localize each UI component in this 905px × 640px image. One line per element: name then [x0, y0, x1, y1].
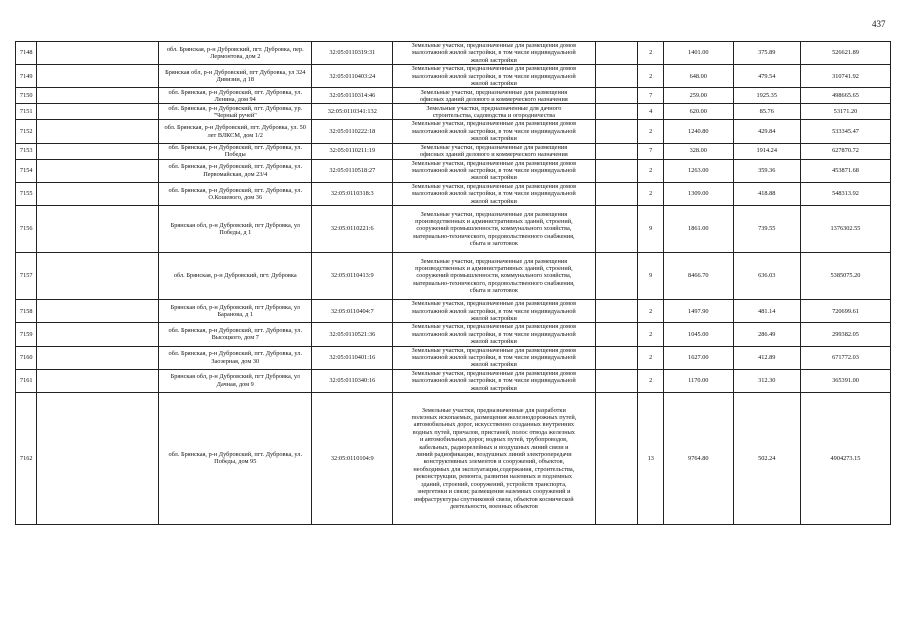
cadastral-value-cell-text: 5385075.20 — [830, 272, 861, 280]
address-cell — [159, 346, 312, 369]
row-number-text: 7151 — [19, 108, 33, 116]
row-number — [16, 65, 37, 88]
area-cell-text: 648.00 — [689, 72, 707, 80]
blank-cell — [595, 159, 638, 182]
cadastral-value-cell-text: 498665.65 — [832, 92, 859, 100]
address-cell-text: обл. Брянская, р-н Дубровский, пгт. Дубровка, ул. 50 лет ВЛКСМ, дом 1/2 — [164, 124, 306, 139]
area-cell-text: 1861.00 — [688, 225, 709, 233]
cadastral-number-cell — [312, 253, 393, 300]
land-use-cell-text: Земельные участки, предназначенные для размещения домов малоэтажной жилой застройки, в том числе индивидуальной жилой застройки — [411, 42, 577, 64]
area-cell — [664, 159, 734, 182]
land-use-cell — [393, 65, 595, 88]
blank-cell — [37, 253, 159, 300]
group-code-cell — [638, 120, 664, 143]
row-number — [16, 120, 37, 143]
row-number — [16, 206, 37, 253]
row-number — [16, 159, 37, 182]
blank-cell — [37, 369, 159, 392]
land-use-cell-text: Земельные участки, предназначенные для размещения домов малоэтажной жилой застройки, в том числе индивидуальной жилой застройки — [411, 369, 577, 392]
row-number — [16, 369, 37, 392]
row-number-text: 7153 — [19, 147, 33, 155]
row-number-text: 7158 — [19, 307, 33, 315]
land-use-cell-text: Земельные участки, предназначенные для размещения домов малоэтажной жилой застройки, в том числе индивидуальной жилой застройки — [411, 120, 577, 143]
address-cell-text: обл. Брянская, р-н Дубровский, пгт. Дубровка, ул. Ленина, дом 94 — [168, 88, 303, 103]
cadastral-number-cell — [312, 392, 393, 524]
row-number-text: 7149 — [19, 72, 33, 80]
area-cell — [664, 88, 734, 104]
address-cell-text: Брянская обл, р-н Дубровский, пгт Дубровка, ул Победы, д 1 — [170, 221, 300, 237]
area-cell — [664, 346, 734, 369]
specific-value-cell-text: 481.14 — [758, 307, 776, 315]
cadastral-value-cell-text: 4904273.15 — [830, 454, 861, 462]
cadastral-value-cell-text: 365391.00 — [832, 377, 859, 385]
blank-cell — [595, 300, 638, 323]
specific-value-cell-text: 429.84 — [758, 127, 776, 135]
table-row — [16, 120, 891, 143]
cadastral-number-cell — [312, 143, 393, 159]
group-code-cell — [638, 369, 664, 392]
address-cell-text: обл. Брянская, р-н Дубровский, пгт. Дубровка — [173, 272, 297, 280]
specific-value-cell — [733, 323, 800, 346]
address-cell — [159, 88, 312, 104]
address-cell-text: обл. Брянская, р-н Дубровский, пгт. Дубровка, ул. О.Кошевого, дом 36 — [168, 186, 303, 201]
blank-cell — [595, 104, 638, 120]
blank-cell — [37, 159, 159, 182]
row-number-text: 7148 — [19, 49, 33, 57]
row-number-text: 7160 — [19, 353, 33, 361]
specific-value-cell — [733, 346, 800, 369]
blank-cell — [37, 88, 159, 104]
area-cell-text: 9764.80 — [688, 454, 709, 462]
cadastral-value-cell-text: 526621.89 — [832, 49, 859, 57]
group-code-cell-text: 9 — [649, 272, 653, 280]
row-number-text: 7155 — [19, 190, 33, 198]
specific-value-cell-text: 1925.35 — [756, 92, 777, 100]
area-cell — [664, 369, 734, 392]
land-use-cell-text: Земельные участки, предназначенные для размещения производственных и административных зданий, строений, сооружений промышленности, коммунального хозяйства, материально-технического, продовольственного снабжения, сбыта и заготовок — [413, 210, 575, 248]
cadastral-value-cell — [800, 143, 890, 159]
blank-cell — [595, 42, 638, 65]
group-code-cell — [638, 346, 664, 369]
group-code-cell-text: 2 — [649, 72, 653, 80]
area-cell-text: 328.00 — [689, 147, 707, 155]
address-cell-text: обл. Брянская, р-н Дубровский, пгт. Дубровка, ур. "Черный ручей" — [168, 104, 303, 119]
row-number-text: 7154 — [19, 167, 33, 175]
specific-value-cell-text: 479.54 — [758, 72, 776, 80]
land-use-cell — [393, 182, 595, 205]
cadastral-value-cell — [800, 42, 890, 65]
cadastral-number-cell — [312, 369, 393, 392]
group-code-cell-text: 2 — [649, 167, 653, 175]
row-number — [16, 323, 37, 346]
specific-value-cell — [733, 159, 800, 182]
group-code-cell-text: 7 — [649, 92, 653, 100]
group-code-cell — [638, 88, 664, 104]
cadastral-value-cell-text: 671772.03 — [832, 353, 859, 361]
area-cell-text: 620.00 — [689, 108, 707, 116]
land-use-cell-text: Земельные участки, предназначенные для размещения домов малоэтажной жилой застройки, в том числе индивидуальной жилой застройки — [411, 346, 577, 369]
blank-cell — [595, 392, 638, 524]
blank-cell — [37, 206, 159, 253]
row-number — [16, 392, 37, 524]
area-cell — [664, 42, 734, 65]
table-row — [16, 323, 891, 346]
cadastral-value-cell-text: 533345.47 — [832, 127, 859, 135]
specific-value-cell-text: 286.49 — [758, 330, 776, 338]
land-use-cell — [393, 253, 595, 300]
row-number — [16, 253, 37, 300]
row-number-text: 7161 — [19, 377, 33, 385]
cadastral-value-cell — [800, 369, 890, 392]
row-number — [16, 42, 37, 65]
address-cell-text: обл. Брянская, р-н Дубровский, пгт. Дубровка, ул. Высоцкого, дом 7 — [168, 327, 303, 342]
area-cell-text: 1627.00 — [688, 353, 709, 361]
address-cell — [159, 42, 312, 65]
specific-value-cell-text: 359.36 — [758, 167, 776, 175]
table-row — [16, 392, 891, 524]
cadastral-number-cell — [312, 120, 393, 143]
group-code-cell-text: 13 — [647, 454, 654, 462]
cadastral-value-cell-text: 548313.92 — [832, 190, 859, 198]
area-cell — [664, 143, 734, 159]
specific-value-cell-text: 375.89 — [758, 49, 776, 57]
land-use-cell-text: Земельные участки, предназначенные для размещения офисных зданий делового и коммерческого назначения — [419, 88, 568, 103]
table-row — [16, 182, 891, 205]
land-use-cell-text: Земельные участки, предназначенные для размещения домов малоэтажной жилой застройки, в том числе индивидуальной жилой застройки — [411, 300, 577, 322]
row-number-text: 7150 — [19, 92, 33, 100]
specific-value-cell — [733, 104, 800, 120]
specific-value-cell-text: 412.89 — [758, 353, 776, 361]
specific-value-cell — [733, 369, 800, 392]
cadastral-value-cell — [800, 346, 890, 369]
blank-cell — [37, 182, 159, 205]
cadastral-value-cell-text: 720699.61 — [832, 307, 859, 315]
table-row — [16, 42, 891, 65]
specific-value-cell — [733, 392, 800, 524]
cadastral-number-cell-text: 32:05:0110521:36 — [329, 330, 376, 338]
group-code-cell — [638, 42, 664, 65]
cadastral-number-cell — [312, 88, 393, 104]
land-use-cell-text: Земельные участки, предназначенные для разработки полезных ископаемых, размещения железнодорожных путей, автомобильных дорог, искусственно созданных внутренних водных путей, причалов, пристаней, полос отвода железных и автомобильных дорог, водных путей, трубопроводов, кабельных, радиорелейных и воздушных линий связи и линий радиофикации, воздушных линий электропередачи конструктивных элементов и сооружений, объектов, необходимых для эксплуатации,содержания, строительства, реконструкции, ремонта, развития наземных и подземных зданий, строений, сооружений, устройств транспорта, энергетики и связи; размещения наземных сооружений и инфраструктуры спутниковой связи, объектов космической деятельности, военных объектов — [411, 406, 577, 510]
cadastral-number-cell-text: 32:05:0110318:3 — [330, 190, 374, 198]
address-cell — [159, 253, 312, 300]
blank-cell — [37, 143, 159, 159]
address-cell — [159, 206, 312, 253]
table-row — [16, 143, 891, 159]
area-cell — [664, 323, 734, 346]
address-cell — [159, 300, 312, 323]
cadastral-number-cell — [312, 159, 393, 182]
table-row — [16, 300, 891, 323]
land-use-cell — [393, 392, 595, 524]
cadastral-value-cell — [800, 159, 890, 182]
blank-cell — [37, 392, 159, 524]
cadastral-number-cell-text: 32:05:0110221:6 — [330, 225, 374, 233]
group-code-cell-text: 9 — [649, 225, 653, 233]
blank-cell — [595, 369, 638, 392]
cadastral-number-cell-text: 32:05:0110403:24 — [329, 72, 376, 80]
blank-cell — [37, 120, 159, 143]
area-cell-text: 1401.00 — [688, 49, 709, 57]
blank-cell — [37, 104, 159, 120]
cadastral-number-cell — [312, 104, 393, 120]
cadastral-number-cell — [312, 182, 393, 205]
land-use-cell-text: Земельные участки, предназначенные для размещения домов малоэтажной жилой застройки, в том числе индивидуальной жилой застройки — [411, 323, 577, 346]
specific-value-cell — [733, 206, 800, 253]
row-number — [16, 300, 37, 323]
row-number-text: 7159 — [19, 330, 33, 338]
group-code-cell-text: 2 — [649, 49, 653, 57]
cadastral-value-cell — [800, 88, 890, 104]
cadastral-value-cell — [800, 104, 890, 120]
cadastral-value-cell-text: 627870.72 — [832, 147, 859, 155]
land-use-cell — [393, 159, 595, 182]
row-number — [16, 182, 37, 205]
specific-value-cell — [733, 88, 800, 104]
page-number: 437 — [872, 19, 886, 29]
land-use-cell — [393, 206, 595, 253]
specific-value-cell — [733, 143, 800, 159]
group-code-cell-text: 2 — [649, 377, 653, 385]
address-cell — [159, 143, 312, 159]
blank-cell — [595, 143, 638, 159]
cadastral-number-cell-text: 32:05:0110340:16 — [329, 377, 376, 385]
cadastral-value-cell-text: 299382.05 — [832, 330, 859, 338]
land-use-cell-text: Земельные участки, предназначенные для размещения офисных зданий делового и коммерческого назначения — [419, 143, 568, 159]
group-code-cell — [638, 206, 664, 253]
blank-cell — [37, 300, 159, 323]
cadastral-value-cell — [800, 65, 890, 88]
address-cell-text: обл. Брянская, р-н Дубровский, пгт. Дубровка, ул. Победы, дом 95 — [168, 451, 303, 466]
group-code-cell-text: 2 — [649, 307, 653, 315]
group-code-cell — [638, 104, 664, 120]
table-row — [16, 88, 891, 104]
group-code-cell — [638, 143, 664, 159]
cadastral-number-cell — [312, 300, 393, 323]
cadastral-value-cell-text: 1376302.55 — [830, 225, 861, 233]
address-cell — [159, 323, 312, 346]
blank-cell — [595, 206, 638, 253]
table-row — [16, 159, 891, 182]
area-cell-text: 1170.00 — [688, 377, 709, 385]
land-use-cell — [393, 120, 595, 143]
group-code-cell — [638, 323, 664, 346]
blank-cell — [37, 346, 159, 369]
group-code-cell-text: 2 — [649, 330, 653, 338]
row-number-text: 7157 — [19, 272, 33, 280]
blank-cell — [595, 346, 638, 369]
cadastral-value-cell — [800, 206, 890, 253]
area-cell — [664, 392, 734, 524]
blank-cell — [595, 120, 638, 143]
blank-cell — [595, 88, 638, 104]
area-cell — [664, 300, 734, 323]
blank-cell — [595, 65, 638, 88]
area-cell-text: 1240.80 — [688, 127, 709, 135]
blank-cell — [37, 42, 159, 65]
table-row — [16, 104, 891, 120]
specific-value-cell-text: 418.88 — [758, 190, 776, 198]
cadastral-number-cell — [312, 206, 393, 253]
area-cell — [664, 104, 734, 120]
cadastral-number-cell — [312, 42, 393, 65]
group-code-cell-text: 7 — [649, 147, 653, 155]
land-use-cell — [393, 300, 595, 323]
row-number — [16, 104, 37, 120]
cadastral-number-cell-text: 32:05:0110314:46 — [329, 92, 376, 100]
address-cell-text: обл. Брянская, р-н Дубровский, пгт. Дубровка, ул. Заозерная, дом 30 — [168, 350, 303, 365]
group-code-cell — [638, 300, 664, 323]
cadastral-number-cell — [312, 323, 393, 346]
cadastral-number-cell-text: 32:05:0110518:27 — [329, 167, 376, 175]
cadastral-number-cell-text: 32:05:0110319:31 — [329, 49, 376, 57]
row-number — [16, 88, 37, 104]
cadastral-value-cell — [800, 323, 890, 346]
land-use-cell — [393, 143, 595, 159]
group-code-cell — [638, 182, 664, 205]
area-cell — [664, 182, 734, 205]
row-number-text: 7162 — [19, 454, 33, 462]
cadastral-value-cell — [800, 120, 890, 143]
specific-value-cell-text: 312.30 — [758, 377, 776, 385]
land-use-cell — [393, 104, 595, 120]
area-cell-text: 1263.00 — [688, 167, 709, 175]
land-use-cell-text: Земельные участки, предназначенные для размещения производственных и административных зданий, строений, сооружений промышленности, коммунального хозяйства, материально-технического, продовольственного снабжения, сбыта и заготовок — [413, 257, 575, 295]
address-cell — [159, 369, 312, 392]
cadastral-number-cell-text: 32:05:0110404:7 — [330, 307, 374, 315]
table-row — [16, 253, 891, 300]
specific-value-cell — [733, 253, 800, 300]
land-use-cell — [393, 42, 595, 65]
address-cell-text: Брянская обл, р-н Дубровский, пгт Дубровка, ул Баранова, д 1 — [170, 303, 300, 319]
area-cell — [664, 120, 734, 143]
blank-cell — [37, 65, 159, 88]
table-body — [16, 42, 891, 525]
table-row — [16, 369, 891, 392]
group-code-cell-text: 4 — [649, 108, 653, 116]
land-use-cell — [393, 369, 595, 392]
cadastral-number-cell-text: 32:05:0110413:9 — [330, 272, 374, 280]
land-use-cell-text: Земельные участки, предназначенные для размещения домов малоэтажной жилой застройки, в том числе индивидуальной жилой застройки — [411, 159, 577, 182]
cadastral-number-cell — [312, 346, 393, 369]
cadastral-value-cell — [800, 253, 890, 300]
cadastral-value-cell-text: 310741.92 — [832, 72, 859, 80]
address-cell-text: Брянская обл, р-н Дубровский, пгт Дубровка, ул Дачная, дом 9 — [170, 373, 300, 388]
group-code-cell — [638, 159, 664, 182]
table-row — [16, 65, 891, 88]
area-cell — [664, 253, 734, 300]
cadastral-number-cell-text: 32:05:0110401:16 — [329, 353, 376, 361]
address-cell — [159, 392, 312, 524]
cadastral-number-cell — [312, 65, 393, 88]
area-cell-text: 259.00 — [689, 92, 707, 100]
group-code-cell — [638, 65, 664, 88]
specific-value-cell-text: 739.55 — [758, 225, 776, 233]
group-code-cell — [638, 392, 664, 524]
specific-value-cell — [733, 182, 800, 205]
table-row — [16, 346, 891, 369]
land-use-cell-text: Земельные участки, предназначенные для дачного строительства, садоводства и огородничества — [426, 104, 562, 119]
row-number — [16, 143, 37, 159]
land-use-cell-text: Земельные участки, предназначенные для размещения домов малоэтажной жилой застройки, в том числе индивидуальной жилой застройки — [411, 182, 577, 205]
area-cell-text: 1309.00 — [688, 190, 709, 198]
specific-value-cell-text: 85.76 — [759, 108, 774, 116]
specific-value-cell-text: 502.24 — [758, 454, 776, 462]
specific-value-cell — [733, 300, 800, 323]
specific-value-cell-text: 636.03 — [758, 272, 776, 280]
address-cell-text: Брянская обл, р-н Дубровский, пгт Дубровка, ул 324 Дивизии, д 18 — [165, 68, 306, 84]
cadastral-value-cell — [800, 392, 890, 524]
cadastral-value-table — [15, 41, 891, 525]
address-cell — [159, 159, 312, 182]
cadastral-value-cell-text: 53171.20 — [833, 108, 858, 116]
cadastral-number-cell-text: 32:05:0110104:9 — [330, 454, 374, 462]
area-cell-text: 1045.00 — [688, 330, 709, 338]
cadastral-value-cell — [800, 182, 890, 205]
address-cell-text: обл. Брянская, р-н Дубровский, пгт. Дубровка, ул. Победы — [168, 143, 303, 159]
cadastral-number-cell-text: 32:05:0110211:19 — [329, 147, 376, 155]
group-code-cell-text: 2 — [649, 353, 653, 361]
row-number-text: 7156 — [19, 225, 33, 233]
address-cell — [159, 104, 312, 120]
cadastral-number-cell-text: 32:05:0110222:18 — [329, 127, 376, 135]
area-cell — [664, 65, 734, 88]
group-code-cell — [638, 253, 664, 300]
group-code-cell-text: 2 — [649, 127, 653, 135]
blank-cell — [37, 323, 159, 346]
specific-value-cell — [733, 120, 800, 143]
specific-value-cell — [733, 65, 800, 88]
address-cell — [159, 65, 312, 88]
cadastral-number-cell-text: 32:05:0110341:132 — [327, 108, 377, 116]
blank-cell — [595, 182, 638, 205]
table-row — [16, 206, 891, 253]
row-number-text: 7152 — [19, 127, 33, 135]
cadastral-value-cell — [800, 300, 890, 323]
area-cell-text: 1497.90 — [688, 307, 709, 315]
blank-cell — [595, 323, 638, 346]
address-cell — [159, 120, 312, 143]
address-cell-text: обл. Брянская, р-н Дубровский, пгт. Дубровка, пер. Лермонтова, дом 2 — [166, 45, 304, 61]
land-use-cell — [393, 88, 595, 104]
area-cell — [664, 206, 734, 253]
cadastral-value-cell-text: 453871.68 — [832, 167, 859, 175]
area-cell-text: 8466.70 — [688, 272, 709, 280]
specific-value-cell-text: 1914.24 — [756, 147, 777, 155]
row-number — [16, 346, 37, 369]
land-use-cell — [393, 346, 595, 369]
specific-value-cell — [733, 42, 800, 65]
address-cell-text: обл. Брянская, р-н Дубровский, пгт. Дубровка, ул. Первомайская, дом 23/4 — [168, 163, 303, 178]
land-use-cell — [393, 323, 595, 346]
group-code-cell-text: 2 — [649, 190, 653, 198]
land-use-cell-text: Земельные участки, предназначенные для размещения домов малоэтажной жилой застройки, в том числе индивидуальной жилой застройки — [411, 65, 577, 88]
blank-cell — [595, 253, 638, 300]
address-cell — [159, 182, 312, 205]
